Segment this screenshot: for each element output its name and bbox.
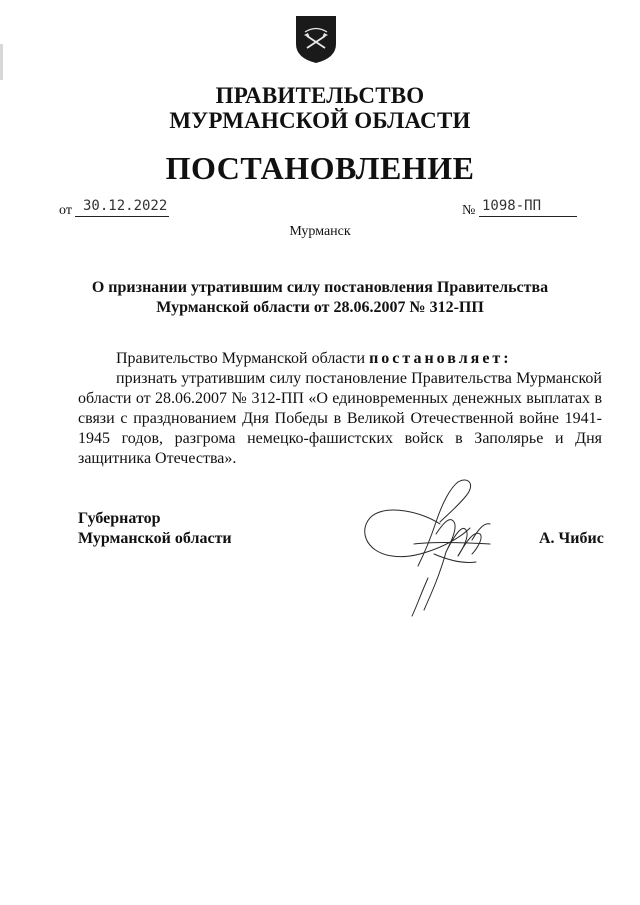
handwritten-signature-icon — [358, 470, 508, 620]
subject-line-1: О признании утратившим силу постановления Правительства — [91, 279, 549, 296]
org-title-line-1: ПРАВИТЕЛЬСТВО — [215, 83, 425, 108]
resolution-intro — [78, 349, 602, 369]
signer-title-line-2: Мурманской области — [78, 530, 232, 547]
date-prefix: от — [59, 203, 72, 218]
number-prefix: № — [462, 203, 476, 218]
document-number: 1098-ПП — [482, 198, 542, 214]
signer-name: А. Чибис — [539, 530, 604, 547]
document-subject — [60, 278, 580, 318]
scan-edge-mark — [0, 44, 3, 80]
intro-verb: постановляет: — [369, 350, 512, 367]
org-title-line-2: МУРМАНСКОЙ ОБЛАСТИ — [169, 108, 471, 133]
signer-position — [78, 509, 232, 549]
city-name: Мурманск — [289, 224, 351, 239]
number-underline — [479, 216, 577, 217]
document-date: 30.12.2022 — [83, 198, 168, 214]
resolution-text: признать утратившим силу постановление Правительства Мурманской области от 28.06.2007 № 312-ПП «О единовременных денежных выплатах в связи с празднованием Дня Победы в Великой Отечественной войне 1941-1945 годов, разгрома немецко-фашистских войск в Заполярье и Дня защитника Отечества». — [78, 370, 602, 467]
intro-prefix: Правительство Мурманской области — [116, 350, 366, 367]
subject-line-2: Мурманской области от 28.06.2007 № 312-ПП — [156, 299, 484, 316]
date-underline — [75, 216, 169, 217]
document-type-title: ПОСТАНОВЛЕНИЕ — [165, 150, 475, 186]
signer-title-line-1: Губернатор — [78, 510, 161, 527]
coat-of-arms-icon — [294, 14, 338, 64]
